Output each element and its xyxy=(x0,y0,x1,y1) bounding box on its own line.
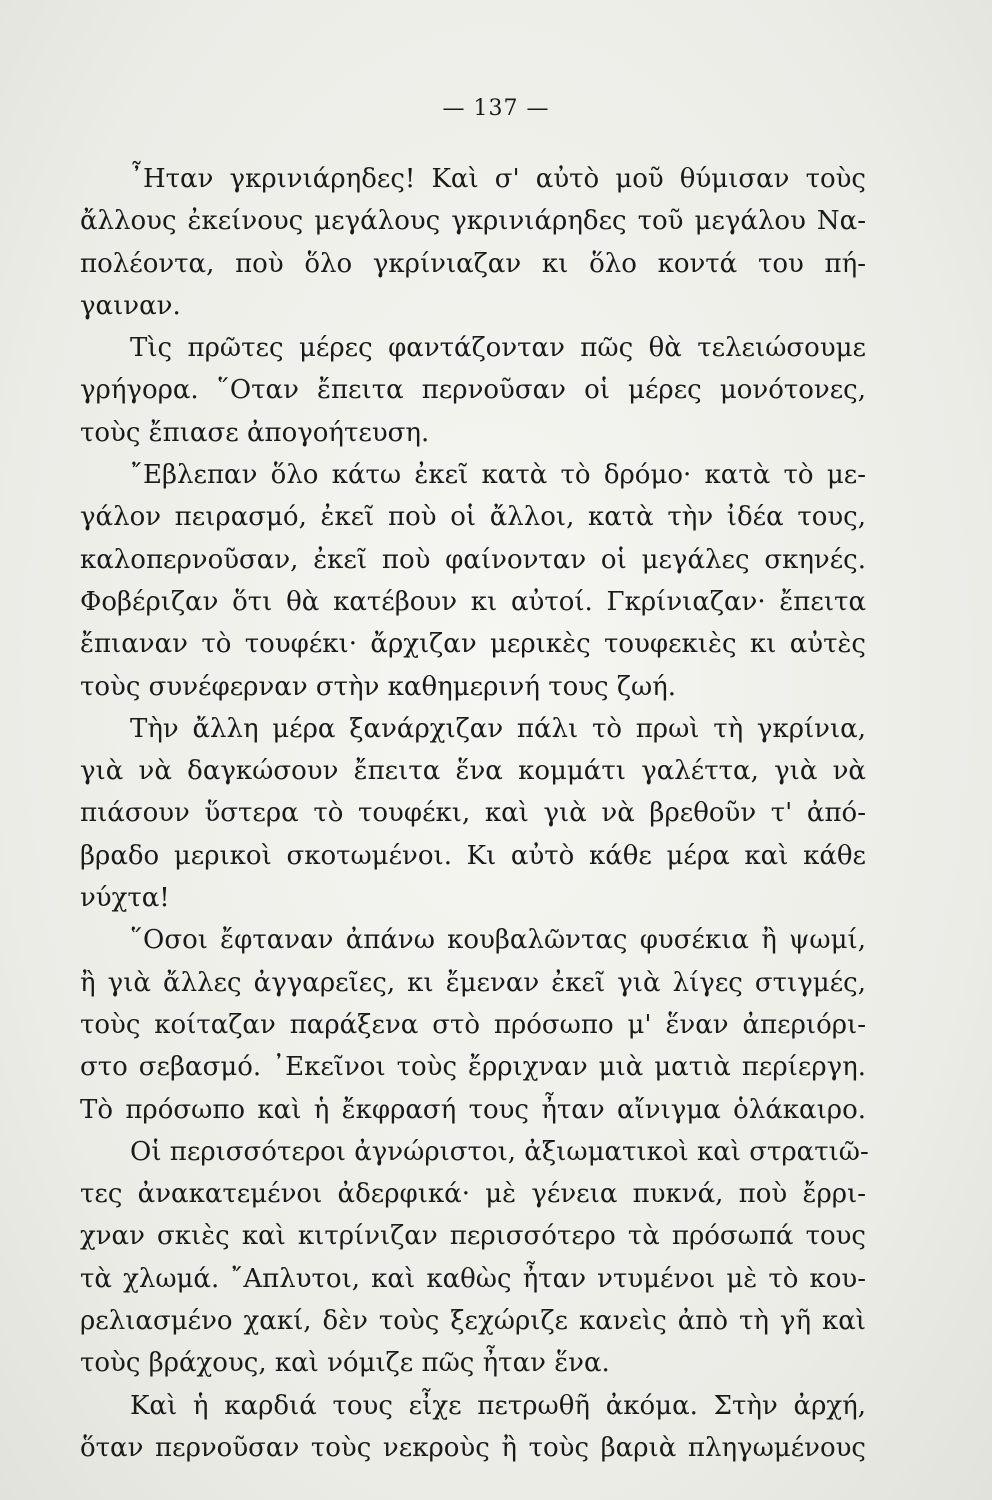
text-line: Καὶ ἡ καρδιά τους εἶχε πετρωθῆ ἀκόμα. Στὴν ἀρχή, xyxy=(130,1390,866,1421)
text-line: στο σεβασμό. ᾿Εκεῖνοι τοὺς ἔρριχναν μιὰ ματιὰ περίεργη. xyxy=(80,1052,866,1083)
text-line: τοὺς βράχους, καὶ νόμιζε πῶς ἦταν ἕνα. xyxy=(80,1348,610,1379)
text-line: γρήγορα. ῞Οταν ἔπειτα περνοῦσαν οἱ μέρες μονότονες, xyxy=(80,375,866,406)
paragraph-3 xyxy=(80,454,866,708)
text-line: πιάσουν ὕστερα τὸ τουφέκι, καὶ γιὰ νὰ βρεθοῦν τ' ἀπό- xyxy=(80,798,866,829)
text-line: νύχτα! xyxy=(80,883,170,914)
paragraph-5 xyxy=(80,919,866,1130)
text-line: τοὺς συνέφερναν στὴν καθημερινή τους ζωή. xyxy=(80,671,677,702)
text-line: Τὶς πρῶτες μέρες φαντάζονταν πῶς θὰ τελειώσουμε xyxy=(130,333,866,364)
text-line: ῏Ηταν γκρινιάρηδες! Καὶ σ' αὐτὸ μοῦ θύμισαν τοὺς xyxy=(130,164,866,194)
text-line: τες ἀνακατεμένοι ἀδερφικά· μὲ γένεια πυκνά, ποὺ ἔρρι- xyxy=(80,1179,866,1210)
paragraph-1 xyxy=(80,158,866,327)
text-line: ῎Εβλεπαν ὅλο κάτω ἐκεῖ κατὰ τὸ δρόμο· κατὰ τὸ με- xyxy=(130,460,866,491)
text-line: Φοβέριζαν ὅτι θὰ κατέβουν κι αὐτοί. Γκρίνιαζαν· ἔπειτα xyxy=(80,586,866,617)
text-line: γιὰ νὰ δαγκώσουν ἔπειτα ἕνα κομμάτι γαλέττα, γιὰ νὰ xyxy=(80,756,866,787)
text-line: γάλον πειρασμό, ἐκεῖ ποὺ οἱ ἄλλοι, κατὰ τὴν ἰδέα τους, xyxy=(80,502,866,533)
text-line: ρελιασμένο χακί, δὲν τοὺς ξεχώριζε κανεὶς ἀπὸ τὴ γῆ καὶ xyxy=(80,1306,866,1337)
text-line: καλοπερνοῦσαν, ἐκεῖ ποὺ φαίνονταν οἱ μεγάλες σκηνές. xyxy=(80,544,866,575)
text-line: πολέοντα, ποὺ ὅλο γκρίνιαζαν κι ὅλο κοντά του πή- xyxy=(80,248,866,279)
paragraph-7 xyxy=(80,1385,866,1470)
text-line: ἢ γιὰ ἄλλες ἀγγαρεῖες, κι ἔμεναν ἐκεῖ γιὰ λίγες στιγμές, xyxy=(80,967,866,998)
text-line: βραδο μερικοὶ σκοτωμένοι. Κι αὐτὸ κάθε μέρα καὶ κάθε xyxy=(80,840,866,871)
text-line: ῞Οσοι ἔφταναν ἀπάνω κουβαλῶντας φυσέκια ἢ ψωμί, xyxy=(130,925,866,956)
body-text xyxy=(80,158,869,1469)
text-line: γαιναν. xyxy=(80,290,181,321)
page-number: — 137 — xyxy=(442,96,550,121)
paragraph-6 xyxy=(80,1131,869,1385)
text-line: ἔπιαναν τὸ τουφέκι· ἄρχιζαν μερικὲς τουφεκιὲς κι αὐτὲς xyxy=(80,629,866,660)
paragraph-2 xyxy=(80,327,866,454)
text-line: τοὺς κοίταζαν παράξενα στὸ πρόσωπο μ' ἕναν ἀπεριόρι- xyxy=(80,1009,866,1040)
text-line: ἄλλους ἐκείνους μεγάλους γκρινιάρηδες τοῦ μεγάλου Να- xyxy=(80,206,866,237)
text-line: Οἱ περισσότεροι ἀγνώριστοι, ἀξιωματικοὶ καὶ στρατιῶ- xyxy=(130,1136,869,1167)
text-line: χναν σκιὲς καὶ κιτρίνιζαν περισσότερο τὰ πρόσωπά τους xyxy=(80,1221,866,1252)
text-line: Τὴν ἄλλη μέρα ξανάρχιζαν πάλι τὸ πρωὶ τὴ γκρίνια, xyxy=(130,713,866,744)
text-line: τὰ χλωμά. ῎Απλυτοι, καὶ καθὼς ἦταν ντυμένοι μὲ τὸ κου- xyxy=(80,1263,866,1294)
paragraph-4 xyxy=(80,708,866,919)
text-line: Τὸ πρόσωπο καὶ ἡ ἔκφρασή τους ἦταν αἴνιγμα ὁλάκαιρο. xyxy=(80,1094,866,1125)
text-line: τοὺς ἔπιασε ἀπογοήτευση. xyxy=(80,417,430,448)
text-line: ὅταν περνοῦσαν τοὺς νεκροὺς ἢ τοὺς βαριὰ πληγωμένους xyxy=(80,1432,866,1463)
